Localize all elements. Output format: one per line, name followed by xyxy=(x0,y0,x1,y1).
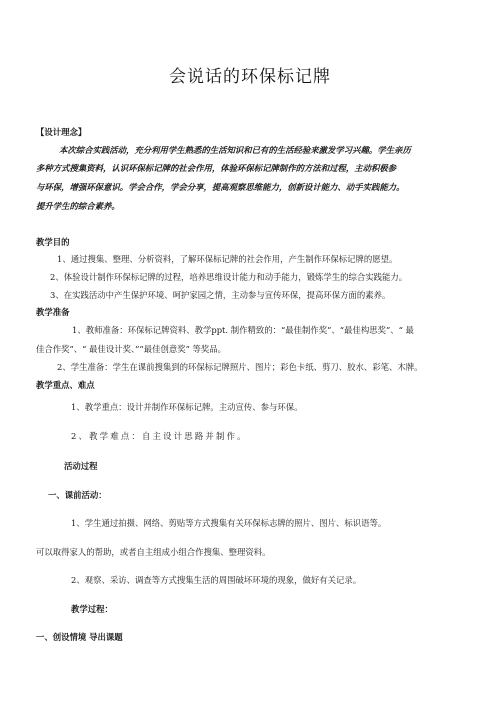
design-concept-line-3: 与环保，增强环保意识。学会合作，学会分享，提高观察思维能力，创新设计能力、动手实践能力。 xyxy=(36,182,405,192)
goals-heading: 教学目的 xyxy=(36,237,70,247)
goal-item-3: 3、在实践活动中产生保护环境、呵护家园之情，主动参与宣传环保，提高环保方面的素养。 xyxy=(50,290,391,300)
process-heading: 活动过程 xyxy=(64,461,98,471)
pre-class-line-2: 可以取得家人的帮助，或者自主组成小组合作搜集、整理资料。 xyxy=(36,547,271,557)
key-point-item-1: 1、教学重点：设计并制作环保标记牌。主动宣传、参与环保。 xyxy=(71,402,303,412)
preparation-line-3: 2、学生准备：学生在课前搜集到的环保标记牌照片、图片；彩色卡纸、剪刀、胶水、彩笔、木牌。 xyxy=(57,362,423,372)
goal-item-1: 1、通过搜集、整理、分析资料，了解环保标记牌的社会作用，产生制作环保标记牌的愿望。 xyxy=(57,254,398,264)
preparation-line-2: 佳合作奖”、“ 最佳设计奖、”“最佳创意奖” 等奖品。 xyxy=(36,344,227,354)
pre-class-line-1: 1、学生通过拍摄、网络、剪贴等方式搜集有关环保标志牌的照片、图片、标识语等。 xyxy=(71,518,387,528)
design-concept-line-1: 本次综合实践活动，充分利用学生熟悉的生活知识和已有的生活经验来激发学习兴趣。学生亲历 xyxy=(59,145,411,155)
document-title: 会说话的环保标记牌 xyxy=(169,67,331,87)
key-point-item-2: 2、教学难点：自主设计思路并制作。 xyxy=(71,431,248,441)
preparation-heading: 教学准备 xyxy=(36,307,70,317)
goal-item-2: 2、体验设计制作环保标记牌的过程，培养思维设计能力和动手能力，锻炼学生的综合实践能力。 xyxy=(50,272,408,282)
preparation-line-1: 1、教师准备：环保标记牌资料、教学ppt. 制作精致的：“最佳制作奖”、“最佳构思奖”、“ 最 xyxy=(72,325,414,335)
section-one-heading: 一、创设情境 导出课题 xyxy=(36,632,123,642)
key-points-heading: 教学重点、难点 xyxy=(36,380,95,390)
design-concept-heading: 【设计理念】 xyxy=(36,127,87,137)
pre-class-heading: 一、课前活动： xyxy=(48,490,107,500)
design-concept-line-4: 提升学生的综合素养。 xyxy=(36,201,120,211)
pre-class-line-3: 2、观察、采访、调查等方式搜集生活的周围破坏环境的现象，做好有关记录。 xyxy=(71,575,362,585)
design-concept-line-2: 多种方式搜集资料，认识环保标记牌的社会作用，体验环保标记牌制作的方法和过程，主动积极参 xyxy=(36,163,397,173)
teaching-process-heading: 教学过程： xyxy=(71,604,113,614)
